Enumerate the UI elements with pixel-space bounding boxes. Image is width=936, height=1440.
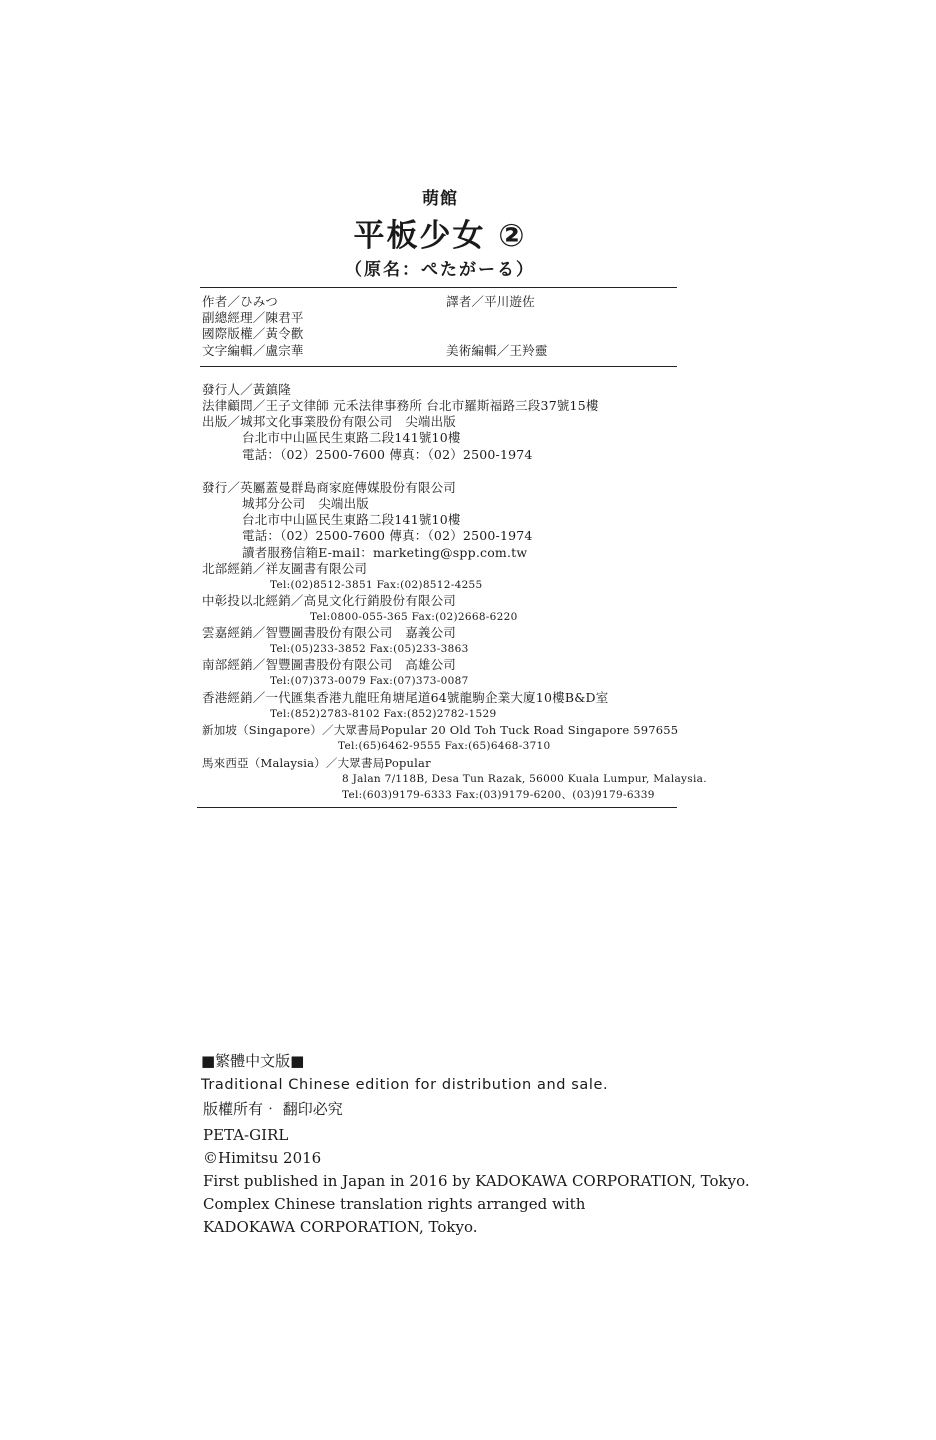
original-title: （原名：ぺたがーる） bbox=[345, 260, 535, 280]
intl-rights: 國際版權／黃令歡 bbox=[202, 326, 304, 341]
rule-bottom bbox=[197, 807, 677, 808]
distributor-phone: 電話：（02）2500-7600 傳真：（02）2500-1974 bbox=[242, 528, 533, 543]
hk-contact: Tel:(852)2783-8102 Fax:(852)2782-1529 bbox=[270, 708, 497, 720]
edition-label: ■繁體中文版■ bbox=[201, 1052, 305, 1070]
south-distributor: 南部經銷／智豐圖書股份有限公司 高雄公司 bbox=[202, 657, 457, 672]
translator: 譯者／平川遊佐 bbox=[446, 294, 535, 309]
rule-top bbox=[200, 287, 677, 288]
series-label: 萌館 bbox=[422, 189, 458, 209]
copyright-line: ©Himitsu 2016 bbox=[203, 1149, 322, 1167]
north-contact: Tel:(02)8512-3851 Fax:(02)8512-4255 bbox=[270, 579, 483, 591]
my-address: 8 Jalan 7/118B, Desa Tun Razak, 56000 Kuala Lumpur, Malaysia. bbox=[342, 773, 707, 785]
text-editor: 文字編輯／盧宗華 bbox=[202, 343, 304, 358]
author: 作者／ひみつ bbox=[202, 294, 278, 309]
rights-reserved: 版權所有‧ 翻印必究 bbox=[203, 1100, 343, 1118]
publisher-phone: 電話：（02）2500-7600 傳真：（02）2500-1974 bbox=[242, 447, 533, 462]
edition-note: Traditional Chinese edition for distribution and sale. bbox=[201, 1077, 609, 1093]
legal-counsel: 法律顧問／王子文律師 元禾法律事務所 台北市羅斯福路三段37號15樓 bbox=[202, 398, 599, 413]
deputy-manager: 副總經理／陳君平 bbox=[202, 310, 304, 325]
publisher-address: 台北市中山區民生東路二段141號10樓 bbox=[242, 430, 461, 445]
sg-distributor: 新加坡（Singapore）／大眾書局Popular 20 Old Toh Tuck Road Singapore 597655 bbox=[202, 723, 679, 737]
yunjia-contact: Tel:(05)233-3852 Fax:(05)233-3863 bbox=[270, 643, 469, 655]
kadokawa-corp: KADOKAWA CORPORATION, Tokyo. bbox=[203, 1218, 478, 1236]
reader-service-email: 讀者服務信箱E-mail：marketing@spp.com.tw bbox=[242, 545, 528, 560]
central-distributor: 中彰投以北經銷／高見文化行銷股份有限公司 bbox=[202, 593, 457, 608]
south-contact: Tel:(07)373-0079 Fax:(07)373-0087 bbox=[270, 675, 469, 687]
distributor-branch: 城邦分公司 尖端出版 bbox=[242, 496, 370, 511]
translation-rights: Complex Chinese translation rights arranged with bbox=[203, 1195, 586, 1213]
central-contact: Tel:0800-055-365 Fax:(02)2668-6220 bbox=[310, 611, 518, 623]
my-distributor: 馬來西亞（Malaysia）／大眾書局Popular bbox=[202, 756, 431, 770]
yunjia-distributor: 雲嘉經銷／智豐圖書股份有限公司 嘉義公司 bbox=[202, 625, 457, 640]
distributor: 發行／英屬蓋曼群島商家庭傳媒股份有限公司 bbox=[202, 480, 457, 495]
north-distributor: 北部經銷／祥友圖書有限公司 bbox=[202, 561, 368, 576]
issuer: 發行人／黃鎮隆 bbox=[202, 382, 291, 397]
distributor-address: 台北市中山區民生東路二段141號10樓 bbox=[242, 512, 461, 527]
original-work-title: PETA-GIRL bbox=[203, 1126, 289, 1144]
book-title: 平板少女 ② bbox=[353, 218, 527, 254]
first-published: First published in Japan in 2016 by KADOKAWA CORPORATION, Tokyo. bbox=[203, 1172, 750, 1190]
sg-contact: Tel:(65)6462-9555 Fax:(65)6468-3710 bbox=[338, 740, 551, 752]
rule-middle bbox=[200, 366, 677, 367]
art-editor: 美術編輯／王羚靈 bbox=[446, 343, 548, 358]
hk-distributor: 香港經銷／一代匯集香港九龍旺角塘尾道64號龍駒企業大廈10樓B&D室 bbox=[202, 690, 609, 705]
publisher: 出版／城邦文化事業股份有限公司 尖端出版 bbox=[202, 414, 457, 429]
my-contact: Tel:(603)9179-6333 Fax:(03)9179-6200、(03)9179-6339 bbox=[342, 789, 655, 801]
